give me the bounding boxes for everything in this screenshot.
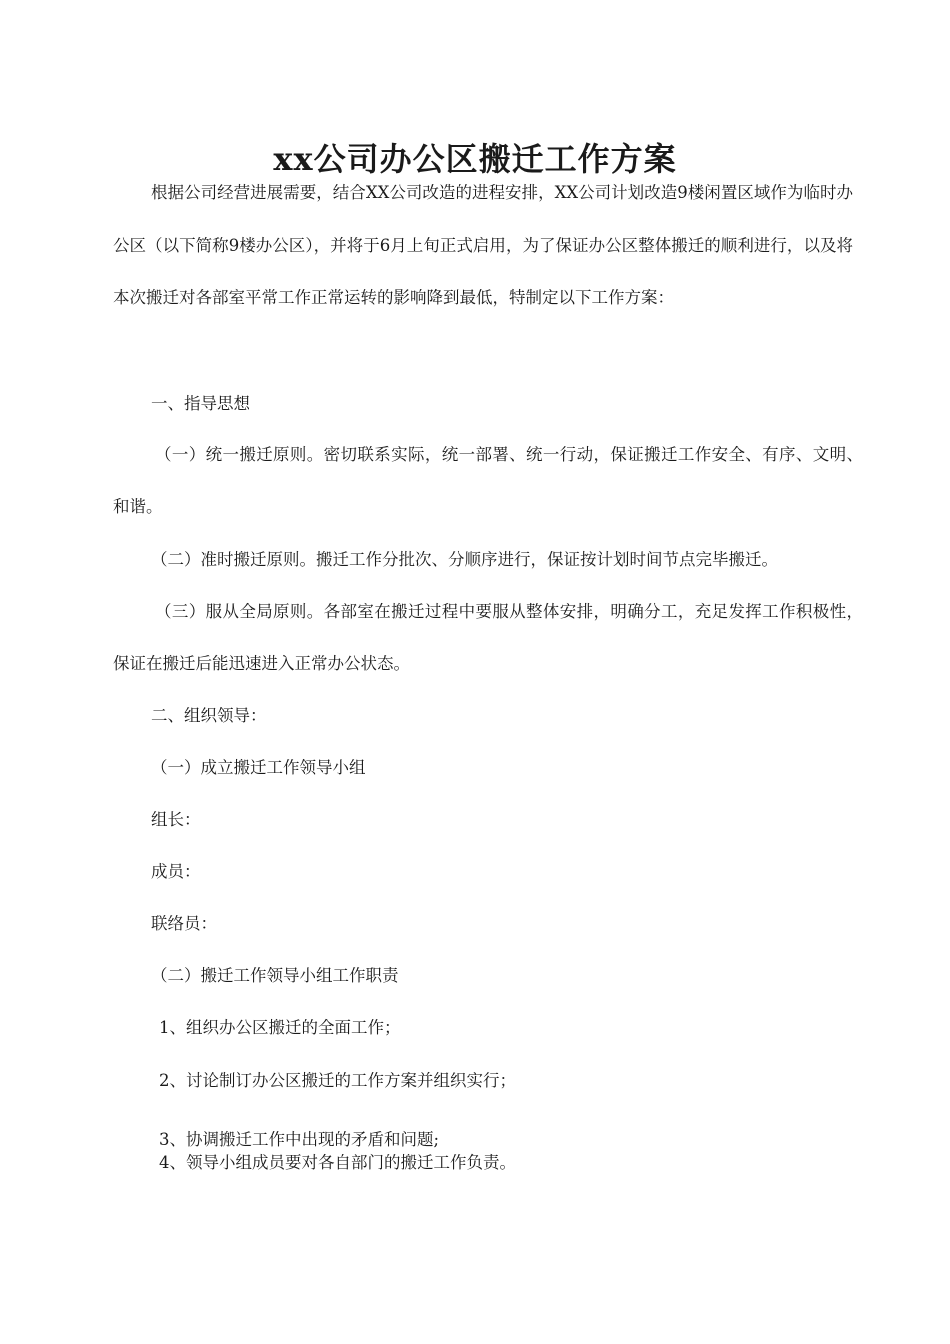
liaison-label: 联络员： bbox=[151, 914, 217, 933]
intro-paragraph: 根据公司经营进展需要，结合XX公司改造的进程安排，XX公司计划改造9楼闲置区域作为临时办公区（以下简称9楼办公区），并将于6月上旬正式启用，为了保证办公区整体搬迁的顺利进行，以及将本次搬迁对各部室平常工作正常运转的影响降到最低，特制定以下工作方案： bbox=[113, 183, 853, 307]
duty-item: 3、协调搬迁工作中出现的矛盾和问题; bbox=[159, 1130, 440, 1149]
section-1-heading: 一、指导思想 bbox=[151, 394, 250, 413]
document-title: xx公司办公区搬迁工作方案 bbox=[273, 140, 677, 179]
group-members-label: 成员： bbox=[151, 862, 201, 881]
duty-item: 2、讨论制订办公区搬迁的工作方案并组织实行； bbox=[159, 1071, 516, 1090]
section-1-paragraph-2: （二）准时搬迁原则。搬迁工作分批次、分顺序进行，保证按计划时间节点完毕搬迁。 bbox=[151, 550, 778, 569]
section-2-heading: 二、组织领导： bbox=[151, 706, 267, 725]
subsection-leading-group: （一）成立搬迁工作领导小组 bbox=[151, 758, 366, 777]
section-1-paragraph-3: （三）服从全局原则。各部室在搬迁过程中要服从整体安排，明确分工，充足发挥工作积极性，保证在搬迁后能迅速进入正常办公状态。 bbox=[113, 602, 863, 673]
group-leader-label: 组长： bbox=[151, 810, 201, 829]
subsection-duties: （二）搬迁工作领导小组工作职责 bbox=[151, 966, 399, 985]
duty-item: 4、领导小组成员要对各自部门的搬迁工作负责。 bbox=[159, 1153, 516, 1172]
section-1-paragraph-1: （一）统一搬迁原则。密切联系实际，统一部署、统一行动，保证搬迁工作安全、有序、文明、和谐。 bbox=[113, 445, 863, 516]
duty-item: 1、组织办公区搬迁的全面工作； bbox=[159, 1018, 401, 1037]
